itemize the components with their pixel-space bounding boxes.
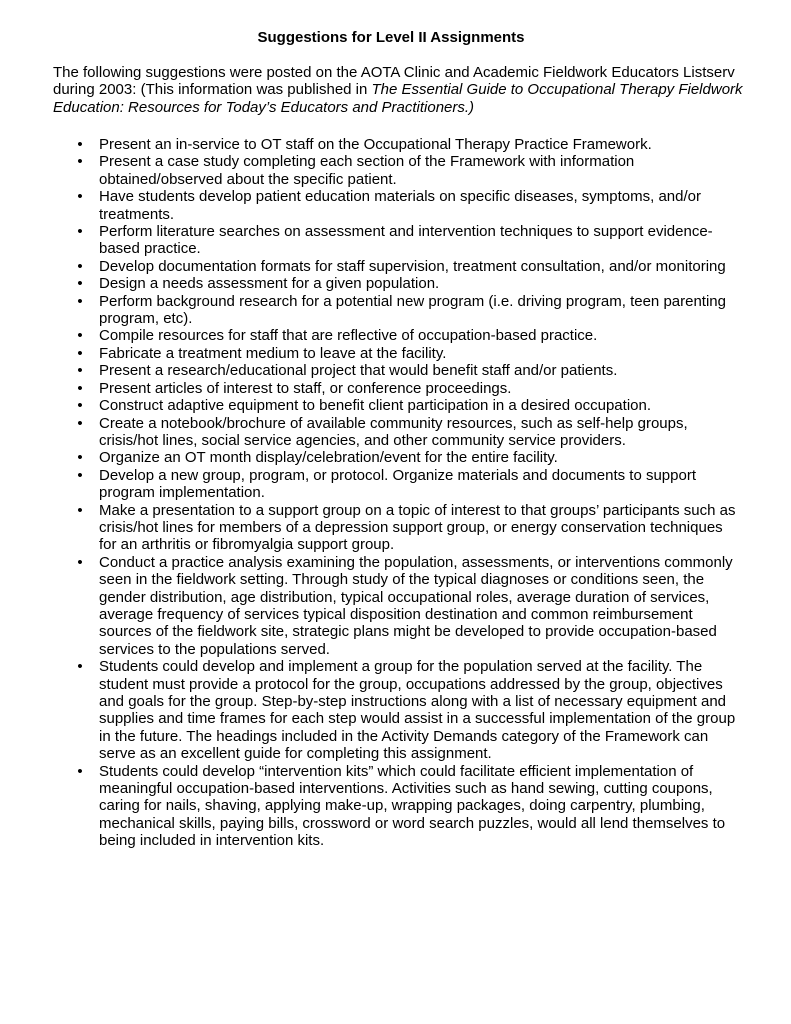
list-item-text: Present articles of interest to staff, or conference proceedings. [99,379,512,397]
list-item [53,397,743,414]
list-item-text: Present a research/educational project that would benefit staff and/or patients. [99,362,618,380]
bullet-icon: • [77,188,83,206]
list-item [53,223,743,258]
list-item [53,258,743,275]
list-item [53,327,743,344]
list-item [53,763,743,850]
list-item [53,275,743,292]
list-item [53,449,743,466]
list-item-text: Present an in-service to OT staff on the Occupational Therapy Practice Framework. [99,136,652,153]
bullet-icon: • [77,275,83,293]
list-item [53,658,743,762]
list-item-text: Perform background research for a potential new program (i.e. driving program, teen parenting program, etc). [99,292,726,328]
list-item-text: Present a case study completing each section of the Framework with information obtained/observed about the specific patient. [99,153,635,188]
intro-paragraph [53,64,743,116]
list-item [53,554,743,658]
list-item [53,188,743,223]
bullet-icon: • [77,257,83,275]
list-item [53,136,743,153]
list-item-text: Design a needs assessment for a given population. [99,275,440,293]
bullet-icon: • [77,553,83,571]
list-item [53,467,743,502]
list-item-text: Students could develop and implement a group for the population served at the facility. The student must provide a protocol for the group, occupations addressed by the group, objectives and goals for the group. Step-by-step instructions along with a list of necessary equipment and supplies and time frames for each step would assist in a successful implementation of the group in the future. The headings included in the Activity Demands category of the Framework can serve as an excellent guide for completing this assignment. [99,658,736,763]
bullet-icon: • [77,223,83,241]
bullet-icon: • [77,658,83,676]
bullet-icon: • [77,501,83,519]
bullet-icon: • [77,136,83,153]
list-item [53,415,743,450]
list-item [53,362,743,379]
list-item-text: Have students develop patient education materials on specific diseases, symptoms, and/or treatments. [99,188,701,223]
list-item-text: Organize an OT month display/celebration/event for the entire facility. [99,449,558,467]
bullet-icon: • [77,762,83,780]
list-item-text: Conduct a practice analysis examining the population, assessments, or interventions commonly seen in the fieldwork setting. Through study of the typical diagnoses or conditions seen, the gender distribution, age distribution, typical occupational roles, average duration of services, average frequency of services typical disposition destination and common reimbursement sources of the fieldwork site, strategic plans might be developed to provide occupation-based services to the populations served. [99,553,733,658]
bullet-icon: • [77,466,83,484]
list-item [53,345,743,362]
list-item-text: Fabricate a treatment medium to leave at the facility. [99,344,447,362]
bullet-icon: • [77,397,83,415]
list-item-text: Develop a new group, program, or protocol. Organize materials and documents to support program implementation. [99,466,696,502]
list-item-text: Develop documentation formats for staff supervision, treatment consultation, and/or monitoring [99,257,726,275]
bullet-icon: • [77,327,83,345]
list-item-text: Construct adaptive equipment to benefit client participation in a desired occupation. [99,397,652,415]
suggestions-list [53,136,743,850]
bullet-icon: • [77,292,83,310]
bullet-icon: • [77,344,83,362]
list-item-text: Perform literature searches on assessment and intervention techniques to support evidence-based practice. [99,223,713,258]
list-item [53,153,743,188]
intro-book-title: The Essential Guide to Occupational Therapy Fieldwork Education: Resources for Today’s Educators and Practitioners.) [53,81,743,116]
list-item-text: Students could develop “intervention kits” which could facilitate efficient implementation of meaningful occupation-based interventions. Activities such as hand sewing, cutting coupons, caring for nails, shaving, applying make-up, wrapping packages, doing carpentry, plumbing, mechanical skills, paying bills, crossword or word search puzzles, would all lend themselves to being included in intervention kits. [99,762,726,850]
list-item-text: Create a notebook/brochure of available community resources, such as self-help groups, crisis/hot lines, social service agencies, and other community service providers. [99,414,688,449]
bullet-icon: • [77,153,83,171]
list-item-text: Make a presentation to a support group on a topic of interest to that groups’ participants such as crisis/hot lines for members of a depression support group, or energy conservation techniques for an arthritis or fibromyalgia support group. [99,501,736,554]
list-item [53,380,743,397]
bullet-icon: • [77,414,83,432]
list-item [53,293,743,328]
intro-text: The following suggestions were posted on the AOTA Clinic and Academic Fieldwork Educators Listserv during 2003: (This information was published in [53,64,735,99]
bullet-icon: • [77,449,83,467]
page-title: Suggestions for Level II Assignments [257,29,525,46]
list-item [53,502,743,554]
bullet-icon: • [77,362,83,380]
bullet-icon: • [77,379,83,397]
list-item-text: Compile resources for staff that are reflective of occupation-based practice. [99,327,598,345]
